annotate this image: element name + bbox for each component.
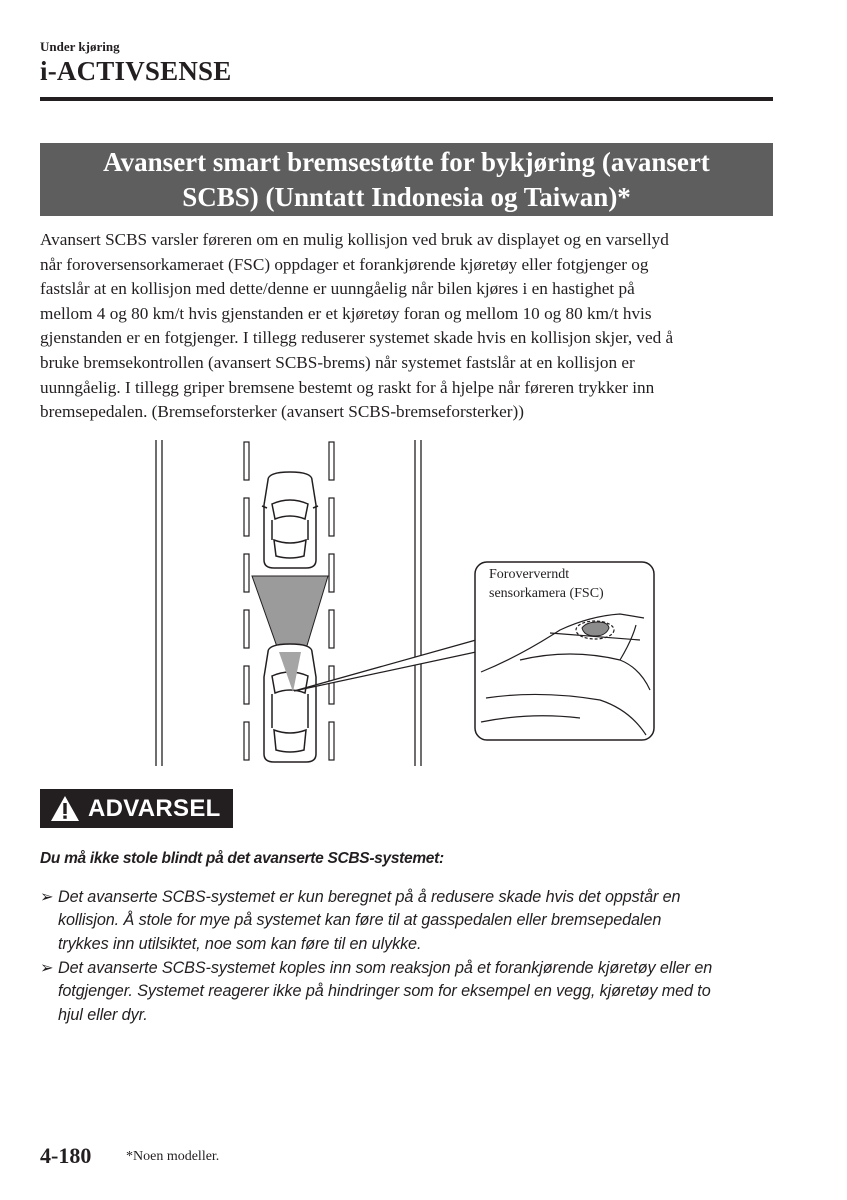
callout-label-line-1: Foroververndt [489,567,570,582]
warning-label: ADVARSEL [88,794,221,822]
vehicle-ahead [262,472,318,568]
warning-bullet-line: hjul eller dyr. [58,1005,148,1024]
warning-triangle-icon [50,795,80,822]
intro-paragraph [40,228,775,425]
road-edge-right [415,440,421,766]
own-vehicle [264,644,316,762]
intro-line: uunngåelig. I tillegg griper bremsene bestemt og raskt for å hjelpe når føreren trykker inn [40,377,655,397]
warning-bullet [40,957,713,1027]
section-heading [40,143,773,216]
intro-line: mellom 4 og 80 km/t hvis gjenstanden er et kjøretøy foran og mellom 10 og 80 km/t hvis [40,303,652,323]
intro-line: fastslår at en kollisjon med dette/denne er uunngåelig når bilen kjøres i en hastighet på [40,279,635,299]
intro-line: bremsepedalen. (Bremseforsterker (avansert SCBS-bremseforsterker)) [40,402,524,422]
scbs-illustration [150,438,660,768]
warning-lead: Du må ikke stole blindt på det avanserte SCBS-systemet: [40,850,444,867]
lane-marking-right [329,442,334,760]
warning-bullet-line: fotgjenger. Systemet reagerer ikke på hindringer som for eksempel en vegg, kjøretøy med to [58,982,711,1001]
bullet-arrow-icon: ➢ [40,959,54,977]
fsc-callout [475,562,654,740]
intro-line: gjenstanden er en fotgjenger. I tillegg reduserer systemet skade hvis en kollisjon skjer, ved å [40,328,674,348]
warning-bullet-line: Det avanserte SCBS-systemet koples inn som reaksjon på et forankjørende kjøretøy eller en [58,959,713,977]
warning-badge [40,789,233,828]
section-heading-line-2: SCBS) (Unntatt Indonesia og Taiwan)* [182,181,631,212]
header-divider [40,97,773,101]
callout-pointer [294,640,476,691]
footnote: *Noen modeller. [126,1149,220,1164]
warning-bullet [40,886,681,956]
intro-line: når foroversensorkameraet (FSC) oppdager et forankjørende kjøretøy eller fotgjenger og [40,254,649,274]
warning-bullet-line: kollisjon. Å stole for mye på systemet kan føre til at gasspedalen eller bremsepedalen [58,911,662,930]
chapter-title: i-ACTIVSENSE [40,56,232,86]
intro-line: bruke bremsekontrollen (avansert SCBS-brems) når systemet fastslår at en kollisjon er [40,352,635,372]
road-edge-left [156,440,162,766]
warning-bullet-line: Det avanserte SCBS-systemet er kun beregnet på å redusere skade hvis det oppstår en [58,888,681,906]
section-heading-line-1: Avansert smart bremsestøtte for bykjøring (avansert [103,146,710,177]
page-number: 4-180 [40,1143,92,1168]
callout-label-line-2: sensorkamera (FSC) [489,586,604,601]
lane-marking-left [244,442,249,760]
intro-line: Avansert SCBS varsler føreren om en mulig kollisjon ved bruk av displayet og en varsellyd [40,230,669,249]
section-label: Under kjøring [40,39,120,54]
warning-bullet-line: trykkes inn utilsiktet, noe som kan føre til en ulykke. [58,934,422,953]
bullet-arrow-icon: ➢ [40,888,54,906]
